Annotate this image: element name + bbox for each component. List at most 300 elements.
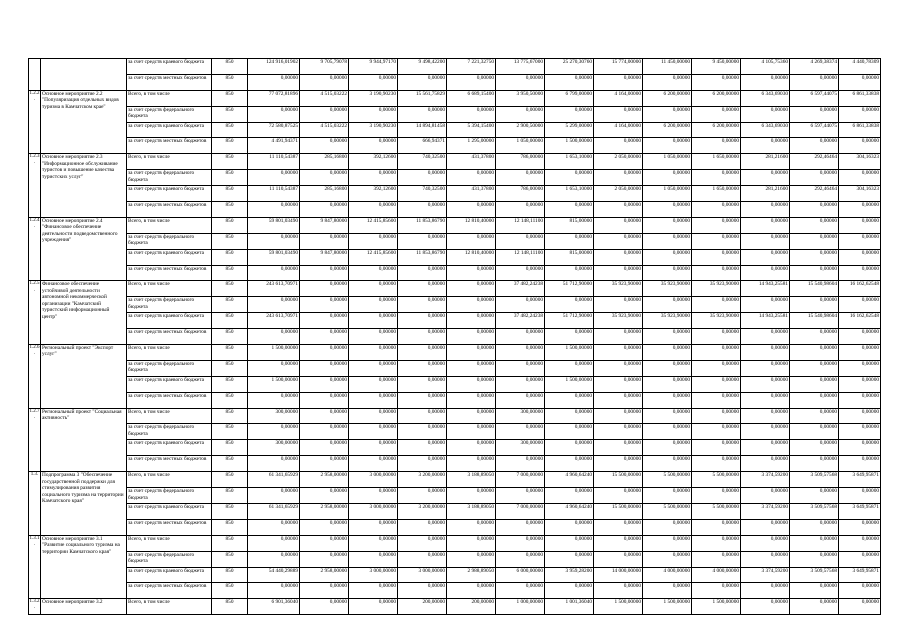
code-cell: 850 [212, 202, 248, 218]
funding-source-cell: за счет средств местных бюджетов [127, 519, 212, 535]
year-value-cell: 0,00000 [741, 265, 790, 281]
year-value-cell: 0,00000 [741, 170, 790, 186]
year-value-cell: 0,00000 [496, 297, 545, 313]
year-value-cell: 35 923,90000 [594, 313, 643, 329]
table-row [29, 59, 881, 75]
year-value-cell: 0,00000 [300, 392, 349, 408]
year-value-cell: 815,00000 [545, 217, 594, 233]
year-value-cell: 0,00000 [349, 74, 398, 90]
year-value-cell: 15 500,00000 [594, 503, 643, 519]
year-value-cell: 0,00000 [300, 424, 349, 440]
year-value-cell: 0,00000 [398, 297, 447, 313]
funding-source-cell: за счет средств краевого бюджета [127, 313, 212, 329]
year-value-cell: 0,00000 [643, 74, 692, 90]
total-value-cell: 0,00000 [248, 424, 300, 440]
table-row [29, 360, 881, 376]
year-value-cell: 0,00000 [349, 599, 398, 615]
year-value-cell: 0,00000 [643, 345, 692, 361]
year-value-cell: 1 500,00000 [692, 599, 741, 615]
year-value-cell: 1 050,00000 [496, 138, 545, 154]
year-value-cell: 0,00000 [398, 440, 447, 456]
code-cell: 850 [212, 488, 248, 504]
year-value-cell: 0,00000 [300, 281, 349, 297]
year-value-cell: 51 712,90000 [545, 281, 594, 297]
year-value-cell: 6 000,00000 [496, 567, 545, 583]
year-value-cell: 0,00000 [790, 376, 839, 392]
funding-source-cell: за счет средств местных бюджетов [127, 202, 212, 218]
year-value-cell: 0,00000 [643, 233, 692, 249]
year-value-cell: 0,00000 [349, 376, 398, 392]
year-value-cell: 12 810,40000 [447, 217, 496, 233]
year-value-cell: 0,00000 [692, 106, 741, 122]
table-row [29, 90, 881, 106]
funding-source-cell: за счет средств краевого бюджета [127, 503, 212, 519]
year-value-cell: 5 394,15400 [447, 122, 496, 138]
year-value-cell: 0,00000 [692, 329, 741, 345]
year-value-cell: 0,00000 [447, 376, 496, 392]
year-value-cell: 0,00000 [496, 456, 545, 472]
code-cell: 850 [212, 424, 248, 440]
year-value-cell: 4 515,03222 [300, 90, 349, 106]
year-value-cell: 2 050,00000 [594, 186, 643, 202]
year-value-cell: 0,00000 [300, 456, 349, 472]
year-value-cell: 0,00000 [839, 599, 881, 615]
code-cell: 850 [212, 472, 248, 488]
year-value-cell: 0,00000 [790, 488, 839, 504]
total-value-cell: 300,00000 [248, 440, 300, 456]
year-value-cell: 0,00000 [594, 249, 643, 265]
funding-source-cell: за счет средств федерального бюджета [127, 360, 212, 376]
year-value-cell: 0,00000 [398, 281, 447, 297]
year-value-cell: 0,00000 [300, 106, 349, 122]
code-cell: 850 [212, 599, 248, 615]
year-value-cell: 0,00000 [643, 488, 692, 504]
table-row [29, 472, 881, 488]
table-row [29, 424, 881, 440]
year-value-cell: 0,00000 [398, 233, 447, 249]
year-value-cell: 3 509,57568 [790, 503, 839, 519]
code-cell: 850 [212, 249, 248, 265]
year-value-cell: 1 295,00000 [447, 138, 496, 154]
code-cell: 850 [212, 313, 248, 329]
year-value-cell: 0,00000 [496, 106, 545, 122]
year-value-cell: 0,00000 [790, 297, 839, 313]
table-row [29, 535, 881, 551]
year-value-cell: 0,00000 [643, 583, 692, 599]
year-value-cell: 1 500,00000 [545, 138, 594, 154]
year-value-cell: 3 649,95871 [839, 472, 881, 488]
year-value-cell: 1 050,00000 [643, 186, 692, 202]
year-value-cell: 3 000,00000 [349, 472, 398, 488]
year-value-cell: 35 923,90000 [692, 313, 741, 329]
year-value-cell: 0,00000 [349, 345, 398, 361]
year-value-cell: 0,00000 [496, 74, 545, 90]
year-value-cell: 1 653,10000 [545, 154, 594, 170]
program-name-cell: Финансовое обеспечение устойчивой деятельности автономной некоммерческой организации "Камчатский туристский информационный центр" [41, 281, 127, 345]
year-value-cell: 786,00000 [496, 186, 545, 202]
funding-source-cell: за счет средств краевого бюджета [127, 122, 212, 138]
year-value-cell: 0,00000 [741, 360, 790, 376]
row-number-cell: 1.2.7. [29, 408, 41, 472]
year-value-cell: 0,00000 [692, 74, 741, 90]
year-value-cell: 1 650,00000 [692, 186, 741, 202]
total-value-cell: 300,00000 [248, 408, 300, 424]
year-value-cell: 4 000,00000 [643, 567, 692, 583]
year-value-cell: 0,00000 [594, 551, 643, 567]
year-value-cell: 0,00000 [839, 488, 881, 504]
row-number-cell [29, 59, 41, 91]
year-value-cell: 281,21600 [741, 186, 790, 202]
year-value-cell: 0,00000 [300, 297, 349, 313]
year-value-cell: 0,00000 [839, 74, 881, 90]
year-value-cell: 1 650,00000 [692, 154, 741, 170]
code-cell: 850 [212, 233, 248, 249]
year-value-cell: 35 923,90000 [643, 281, 692, 297]
year-value-cell: 0,00000 [790, 599, 839, 615]
year-value-cell: 0,00000 [790, 424, 839, 440]
year-value-cell: 0,00000 [839, 551, 881, 567]
total-value-cell: 11 110,54387 [248, 186, 300, 202]
year-value-cell: 0,00000 [839, 376, 881, 392]
year-value-cell: 0,00000 [790, 74, 839, 90]
table-row [29, 376, 881, 392]
year-value-cell: 37 482,24238 [496, 313, 545, 329]
year-value-cell: 0,00000 [643, 424, 692, 440]
year-value-cell: 0,00000 [741, 392, 790, 408]
funding-source-cell: за счет средств местных бюджетов [127, 74, 212, 90]
funding-source-cell: за счет средств краевого бюджета [127, 376, 212, 392]
year-value-cell: 0,00000 [839, 424, 881, 440]
year-value-cell: 0,00000 [594, 138, 643, 154]
funding-source-cell: Всего, в том числе [127, 599, 212, 615]
year-value-cell: 4 164,00000 [594, 122, 643, 138]
year-value-cell: 3 509,57568 [790, 567, 839, 583]
year-value-cell: 5 299,00000 [545, 122, 594, 138]
code-cell: 850 [212, 106, 248, 122]
code-cell: 850 [212, 360, 248, 376]
total-value-cell: 54 440,29889 [248, 567, 300, 583]
year-value-cell: 16 162,62548 [839, 281, 881, 297]
year-value-cell: 0,00000 [545, 202, 594, 218]
year-value-cell: 4 960,64240 [545, 503, 594, 519]
year-value-cell: 6 597,44075 [790, 90, 839, 106]
year-value-cell: 0,00000 [496, 170, 545, 186]
year-value-cell: 3 649,95871 [839, 567, 881, 583]
table-row [29, 217, 881, 233]
year-value-cell: 12 810,40000 [447, 249, 496, 265]
table-row [29, 74, 881, 90]
year-value-cell: 0,00000 [643, 408, 692, 424]
year-value-cell: 0,00000 [741, 599, 790, 615]
year-value-cell: 4 000,00000 [692, 567, 741, 583]
program-name-cell: Основное мероприятие 3.1 "Развитие социального туризма на территории Камчатского края" [41, 535, 127, 599]
year-value-cell: 0,00000 [349, 202, 398, 218]
year-value-cell: 0,00000 [447, 265, 496, 281]
year-value-cell: 0,00000 [496, 329, 545, 345]
year-value-cell: 5 500,00000 [643, 472, 692, 488]
year-value-cell: 740,32500 [398, 186, 447, 202]
year-value-cell: 15 561,75829 [398, 90, 447, 106]
year-value-cell: 0,00000 [349, 265, 398, 281]
year-value-cell: 0,00000 [643, 519, 692, 535]
year-value-cell: 0,00000 [643, 170, 692, 186]
year-value-cell: 0,00000 [839, 360, 881, 376]
year-value-cell: 13 775,67000 [496, 59, 545, 75]
year-value-cell: 0,00000 [398, 535, 447, 551]
year-value-cell: 0,00000 [692, 583, 741, 599]
year-value-cell: 0,00000 [398, 360, 447, 376]
table-row [29, 345, 881, 361]
funding-source-cell: за счет средств местных бюджетов [127, 138, 212, 154]
budget-table [28, 58, 881, 615]
year-value-cell: 0,00000 [545, 408, 594, 424]
year-value-cell: 285,16800 [300, 154, 349, 170]
year-value-cell: 0,00000 [643, 376, 692, 392]
row-number-cell: 1.2.6. [29, 345, 41, 409]
table-row [29, 138, 881, 154]
year-value-cell: 0,00000 [300, 599, 349, 615]
year-value-cell: 292,46464 [790, 186, 839, 202]
year-value-cell: 0,00000 [790, 170, 839, 186]
year-value-cell: 0,00000 [594, 217, 643, 233]
year-value-cell: 0,00000 [594, 360, 643, 376]
year-value-cell: 0,00000 [447, 519, 496, 535]
year-value-cell: 0,00000 [496, 488, 545, 504]
year-value-cell: 0,00000 [349, 551, 398, 567]
total-value-cell: 4 491,94371 [248, 138, 300, 154]
year-value-cell: 0,00000 [692, 456, 741, 472]
year-value-cell: 0,00000 [496, 233, 545, 249]
year-value-cell: 0,00000 [839, 329, 881, 345]
year-value-cell: 0,00000 [643, 551, 692, 567]
program-name-cell: Региональный проект "Социальная активность" [41, 408, 127, 472]
year-value-cell: 0,00000 [594, 170, 643, 186]
funding-source-cell: Всего, в том числе [127, 345, 212, 361]
year-value-cell: 0,00000 [790, 360, 839, 376]
funding-source-cell: за счет средств краевого бюджета [127, 440, 212, 456]
year-value-cell: 0,00000 [545, 360, 594, 376]
table-row [29, 249, 881, 265]
code-cell: 850 [212, 392, 248, 408]
year-value-cell: 0,00000 [790, 345, 839, 361]
year-value-cell: 0,00000 [839, 138, 881, 154]
year-value-cell: 2 988,89050 [447, 567, 496, 583]
year-value-cell: 0,00000 [300, 313, 349, 329]
year-value-cell: 0,00000 [839, 535, 881, 551]
total-value-cell: 1 500,00000 [248, 376, 300, 392]
year-value-cell: 0,00000 [692, 408, 741, 424]
table-row [29, 297, 881, 313]
year-value-cell: 0,00000 [741, 233, 790, 249]
year-value-cell: 0,00000 [692, 519, 741, 535]
year-value-cell: 0,00000 [300, 233, 349, 249]
year-value-cell: 431,37800 [447, 186, 496, 202]
table-row [29, 456, 881, 472]
year-value-cell: 0,00000 [349, 281, 398, 297]
year-value-cell: 3 374,59200 [741, 503, 790, 519]
table-row [29, 122, 881, 138]
code-cell: 850 [212, 170, 248, 186]
year-value-cell: 3 200,00000 [398, 503, 447, 519]
total-value-cell: 0,00000 [248, 170, 300, 186]
year-value-cell: 0,00000 [643, 217, 692, 233]
code-cell: 850 [212, 503, 248, 519]
table-row [29, 599, 881, 615]
code-cell: 850 [212, 59, 248, 75]
year-value-cell: 0,00000 [545, 583, 594, 599]
year-value-cell: 12 148,11100 [496, 217, 545, 233]
year-value-cell: 4 515,03222 [300, 122, 349, 138]
year-value-cell: 5 500,00000 [692, 472, 741, 488]
funding-source-cell: за счет средств федерального бюджета [127, 170, 212, 186]
year-value-cell: 0,00000 [692, 265, 741, 281]
year-value-cell: 1 000,00000 [496, 599, 545, 615]
year-value-cell: 1 653,10000 [545, 186, 594, 202]
year-value-cell: 0,00000 [300, 488, 349, 504]
program-name-cell: Основное мероприятие 2.4 "Финансовое обеспечение деятельности подведомственного учреждения" [41, 217, 127, 281]
year-value-cell: 0,00000 [300, 376, 349, 392]
year-value-cell: 51 712,90000 [545, 313, 594, 329]
year-value-cell: 0,00000 [398, 74, 447, 90]
year-value-cell: 0,00000 [300, 408, 349, 424]
year-value-cell: 5 500,00000 [692, 503, 741, 519]
year-value-cell: 7 000,00000 [496, 503, 545, 519]
year-value-cell: 0,00000 [692, 202, 741, 218]
code-cell: 850 [212, 551, 248, 567]
year-value-cell: 0,00000 [496, 345, 545, 361]
year-value-cell: 0,00000 [496, 519, 545, 535]
total-value-cell: 0,00000 [248, 233, 300, 249]
year-value-cell: 281,21600 [741, 154, 790, 170]
year-value-cell: 0,00000 [594, 440, 643, 456]
year-value-cell: 0,00000 [790, 456, 839, 472]
year-value-cell: 0,00000 [300, 345, 349, 361]
year-value-cell: 0,00000 [447, 297, 496, 313]
year-value-cell: 0,00000 [741, 456, 790, 472]
year-value-cell: 0,00000 [349, 297, 398, 313]
year-value-cell: 0,00000 [790, 138, 839, 154]
year-value-cell: 740,32500 [398, 154, 447, 170]
year-value-cell: 0,00000 [447, 329, 496, 345]
year-value-cell: 0,00000 [643, 329, 692, 345]
year-value-cell: 0,00000 [692, 138, 741, 154]
code-cell: 850 [212, 74, 248, 90]
year-value-cell: 0,00000 [741, 138, 790, 154]
total-value-cell: 0,00000 [248, 265, 300, 281]
year-value-cell: 0,00000 [300, 202, 349, 218]
year-value-cell: 0,00000 [300, 74, 349, 90]
year-value-cell: 0,00000 [790, 329, 839, 345]
funding-source-cell: Всего, в том числе [127, 154, 212, 170]
year-value-cell: 0,00000 [300, 535, 349, 551]
table-row [29, 392, 881, 408]
year-value-cell: 0,00000 [300, 519, 349, 535]
year-value-cell: 0,00000 [398, 488, 447, 504]
table-row [29, 233, 881, 249]
year-value-cell: 14 000,00000 [594, 567, 643, 583]
year-value-cell: 0,00000 [839, 456, 881, 472]
year-value-cell: 666,94371 [398, 138, 447, 154]
year-value-cell: 7 221,32750 [447, 59, 496, 75]
year-value-cell: 0,00000 [447, 345, 496, 361]
funding-source-cell: за счет средств местных бюджетов [127, 392, 212, 408]
year-value-cell: 285,16800 [300, 186, 349, 202]
total-value-cell: 0,00000 [248, 551, 300, 567]
year-value-cell: 3 959,28200 [545, 567, 594, 583]
total-value-cell: 59 801,03490 [248, 249, 300, 265]
code-cell: 850 [212, 440, 248, 456]
year-value-cell: 292,46464 [790, 154, 839, 170]
year-value-cell: 0,00000 [643, 440, 692, 456]
year-value-cell: 0,00000 [447, 440, 496, 456]
year-value-cell: 0,00000 [594, 583, 643, 599]
year-value-cell: 0,00000 [398, 329, 447, 345]
year-value-cell: 0,00000 [349, 456, 398, 472]
year-value-cell: 0,00000 [349, 329, 398, 345]
year-value-cell: 0,00000 [839, 233, 881, 249]
year-value-cell: 0,00000 [349, 233, 398, 249]
total-value-cell: 61 341,65929 [248, 472, 300, 488]
year-value-cell: 0,00000 [349, 392, 398, 408]
row-number-cell: 1.3.2. [29, 599, 41, 615]
year-value-cell: 3 509,57568 [790, 472, 839, 488]
funding-source-cell: Всего, в том числе [127, 90, 212, 106]
year-value-cell: 0,00000 [790, 440, 839, 456]
year-value-cell: 0,00000 [496, 535, 545, 551]
year-value-cell: 3 000,00000 [398, 567, 447, 583]
year-value-cell: 0,00000 [643, 297, 692, 313]
year-value-cell: 0,00000 [839, 170, 881, 186]
total-value-cell: 0,00000 [248, 297, 300, 313]
year-value-cell: 0,00000 [594, 265, 643, 281]
year-value-cell: 0,00000 [300, 583, 349, 599]
year-value-cell: 0,00000 [692, 360, 741, 376]
year-value-cell: 0,00000 [839, 392, 881, 408]
year-value-cell: 431,37800 [447, 154, 496, 170]
year-value-cell: 1 050,00000 [643, 154, 692, 170]
row-number-cell: 1.2.3. [29, 154, 41, 218]
year-value-cell: 0,00000 [594, 488, 643, 504]
total-value-cell: 59 801,03490 [248, 217, 300, 233]
year-value-cell: 0,00000 [839, 297, 881, 313]
year-value-cell: 0,00000 [741, 376, 790, 392]
year-value-cell: 0,00000 [839, 583, 881, 599]
year-value-cell: 0,00000 [790, 233, 839, 249]
year-value-cell: 16 162,62548 [839, 313, 881, 329]
funding-source-cell: за счет средств краевого бюджета [127, 567, 212, 583]
year-value-cell: 304,16323 [839, 154, 881, 170]
year-value-cell: 0,00000 [790, 249, 839, 265]
year-value-cell: 0,00000 [643, 360, 692, 376]
code-cell: 850 [212, 217, 248, 233]
year-value-cell: 0,00000 [496, 392, 545, 408]
year-value-cell: 0,00000 [741, 535, 790, 551]
year-value-cell: 9 847,80000 [300, 249, 349, 265]
year-value-cell: 3 950,50000 [496, 90, 545, 106]
year-value-cell: 0,00000 [741, 202, 790, 218]
year-value-cell: 0,00000 [741, 345, 790, 361]
table-row [29, 408, 881, 424]
year-value-cell: 0,00000 [447, 313, 496, 329]
total-value-cell: 124 916,01902 [248, 59, 300, 75]
year-value-cell: 0,00000 [349, 106, 398, 122]
table-body [29, 59, 881, 615]
year-value-cell: 5 500,00000 [643, 503, 692, 519]
year-value-cell: 15 540,98604 [790, 281, 839, 297]
year-value-cell: 0,00000 [545, 535, 594, 551]
year-value-cell: 0,00000 [594, 376, 643, 392]
year-value-cell: 0,00000 [839, 106, 881, 122]
